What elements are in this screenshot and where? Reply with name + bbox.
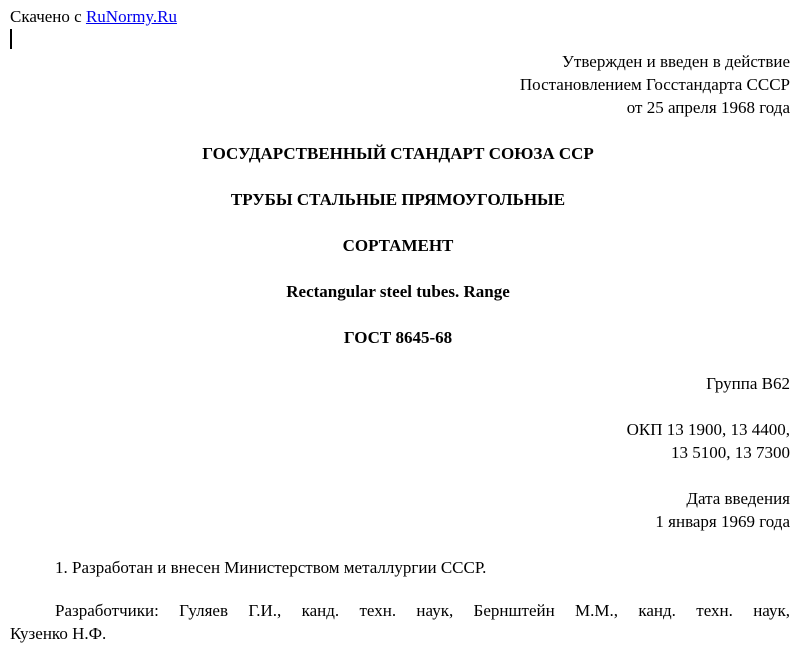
runormy-link[interactable]: RuNormy.Ru: [85, 7, 177, 26]
developers-line-2: Кузенко Н.Ф.: [10, 624, 107, 643]
standard-title: ГОСУДАРСТВЕННЫЙ СТАНДАРТ СОЮЗА ССР: [202, 144, 594, 163]
developers-line-1: Разработчики: Гуляев Г.И., канд. техн. наук, Бернштейн М.М., канд. техн. наук,: [55, 601, 790, 620]
approval-line-2: Постановлением Госстандарта СССР: [519, 75, 790, 94]
source-prefix: Скачено с: [10, 7, 86, 26]
source-line: [10, 7, 177, 27]
subject-title: ТРУБЫ СТАЛЬНЫЕ ПРЯМОУГОЛЬНЫЕ: [230, 190, 566, 209]
okp-line-1: ОКП 13 1900, 13 4400,: [626, 420, 790, 439]
assortment-title: СОРТАМЕНТ: [342, 236, 454, 255]
group-code: Группа В62: [706, 374, 790, 393]
text-cursor: [10, 29, 12, 49]
date-label: Дата введения: [686, 489, 790, 508]
okp-line-2: 13 5100, 13 7300: [671, 443, 790, 462]
approval-line-1: Утвержден и введен в действие: [561, 52, 790, 71]
approval-line-3: от 25 апреля 1968 года: [626, 98, 790, 117]
item-1: 1. Разработан и внесен Министерством металлургии СССР.: [55, 558, 487, 577]
date-value: 1 января 1969 года: [655, 512, 790, 531]
gost-number: ГОСТ 8645-68: [343, 328, 453, 347]
english-title: Rectangular steel tubes. Range: [286, 282, 510, 301]
